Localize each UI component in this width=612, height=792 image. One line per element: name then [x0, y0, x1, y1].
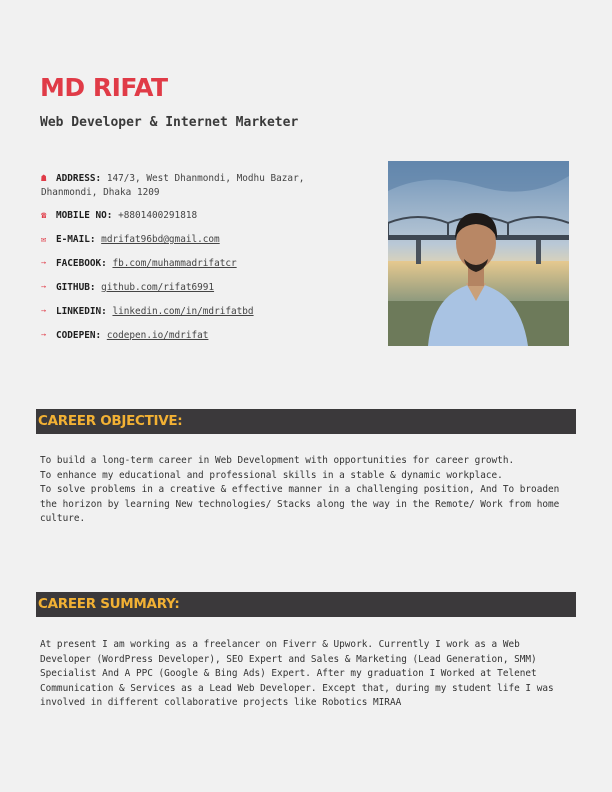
- contact-email: [41, 233, 351, 247]
- career-summary-title: CAREER SUMMARY:: [38, 596, 180, 612]
- career-objective-text: To build a long-term career in Web Development with opportunities for career growth. To enhance my educational and professional skills in a stable & dynamic workplace. To solve problems in a creative & effective manner in a challenging position, And To broaden the horizon by learning New technologies/ Stacks along the way in the Remote/ Work from home culture.: [40, 455, 560, 525]
- linkedin-link[interactable]: linkedin.com/in/mdrifatbd: [112, 306, 254, 317]
- career-summary-heading: [36, 592, 576, 617]
- mobile-label: MOBILE NO:: [56, 210, 113, 221]
- facebook-link[interactable]: fb.com/muhammadrifatcr: [112, 258, 237, 269]
- phone-icon: ☎: [41, 211, 47, 221]
- career-summary-text: At present I am working as a freelancer on Fiverr & Upwork. Currently I work as a Web Developer (WordPress Developer), SEO Expert and Sales & Marketing (Lead Generation, SMM) Specialist And A PPC (Google & Bing Ads) Expert. After my graduation I Worked at Telenet Communication & Services as a Lead Web Developer. Except that, during my student life I was involved in different collaborative projects like Robotics MIRAA: [40, 639, 554, 709]
- arrow-icon: ➙: [41, 259, 47, 269]
- arrow-icon: ➙: [41, 307, 47, 317]
- linkedin-label: LINKEDIN:: [56, 306, 107, 317]
- codepen-link[interactable]: codepen.io/mdrifat: [106, 330, 209, 341]
- career-objective-heading: [36, 409, 576, 434]
- career-objective-title: CAREER OBJECTIVE:: [38, 413, 183, 429]
- contact-address: [41, 172, 351, 199]
- contact-facebook: [41, 257, 351, 271]
- resume-name: MD RIFAT: [40, 73, 168, 102]
- mobile-value: +8801400291818: [118, 210, 198, 221]
- contact-linkedin: [41, 305, 351, 319]
- github-label: GITHUB:: [56, 282, 96, 293]
- home-icon: ☗: [41, 174, 47, 184]
- envelope-icon: ✉: [41, 235, 47, 245]
- codepen-label: CODEPEN:: [56, 330, 102, 341]
- arrow-icon: ➙: [41, 331, 47, 341]
- profile-photo: [388, 161, 569, 346]
- resume-tagline: Web Developer & Internet Marketer: [40, 115, 299, 130]
- contact-github: [41, 281, 351, 295]
- github-link[interactable]: github.com/rifat6991: [101, 282, 215, 293]
- contact-info: [41, 172, 351, 353]
- facebook-label: FACEBOOK:: [56, 258, 107, 269]
- address-label: ADDRESS:: [56, 173, 102, 184]
- address-value: 147/3, West Dhanmondi, Modhu Bazar, Dhanmondi, Dhaka 1209: [41, 173, 305, 198]
- arrow-icon: ➙: [41, 283, 47, 293]
- email-link[interactable]: mdrifat96bd@gmail.com: [101, 234, 220, 245]
- contact-mobile: [41, 209, 351, 223]
- email-label: E-MAIL:: [56, 234, 96, 245]
- contact-codepen: [41, 329, 351, 343]
